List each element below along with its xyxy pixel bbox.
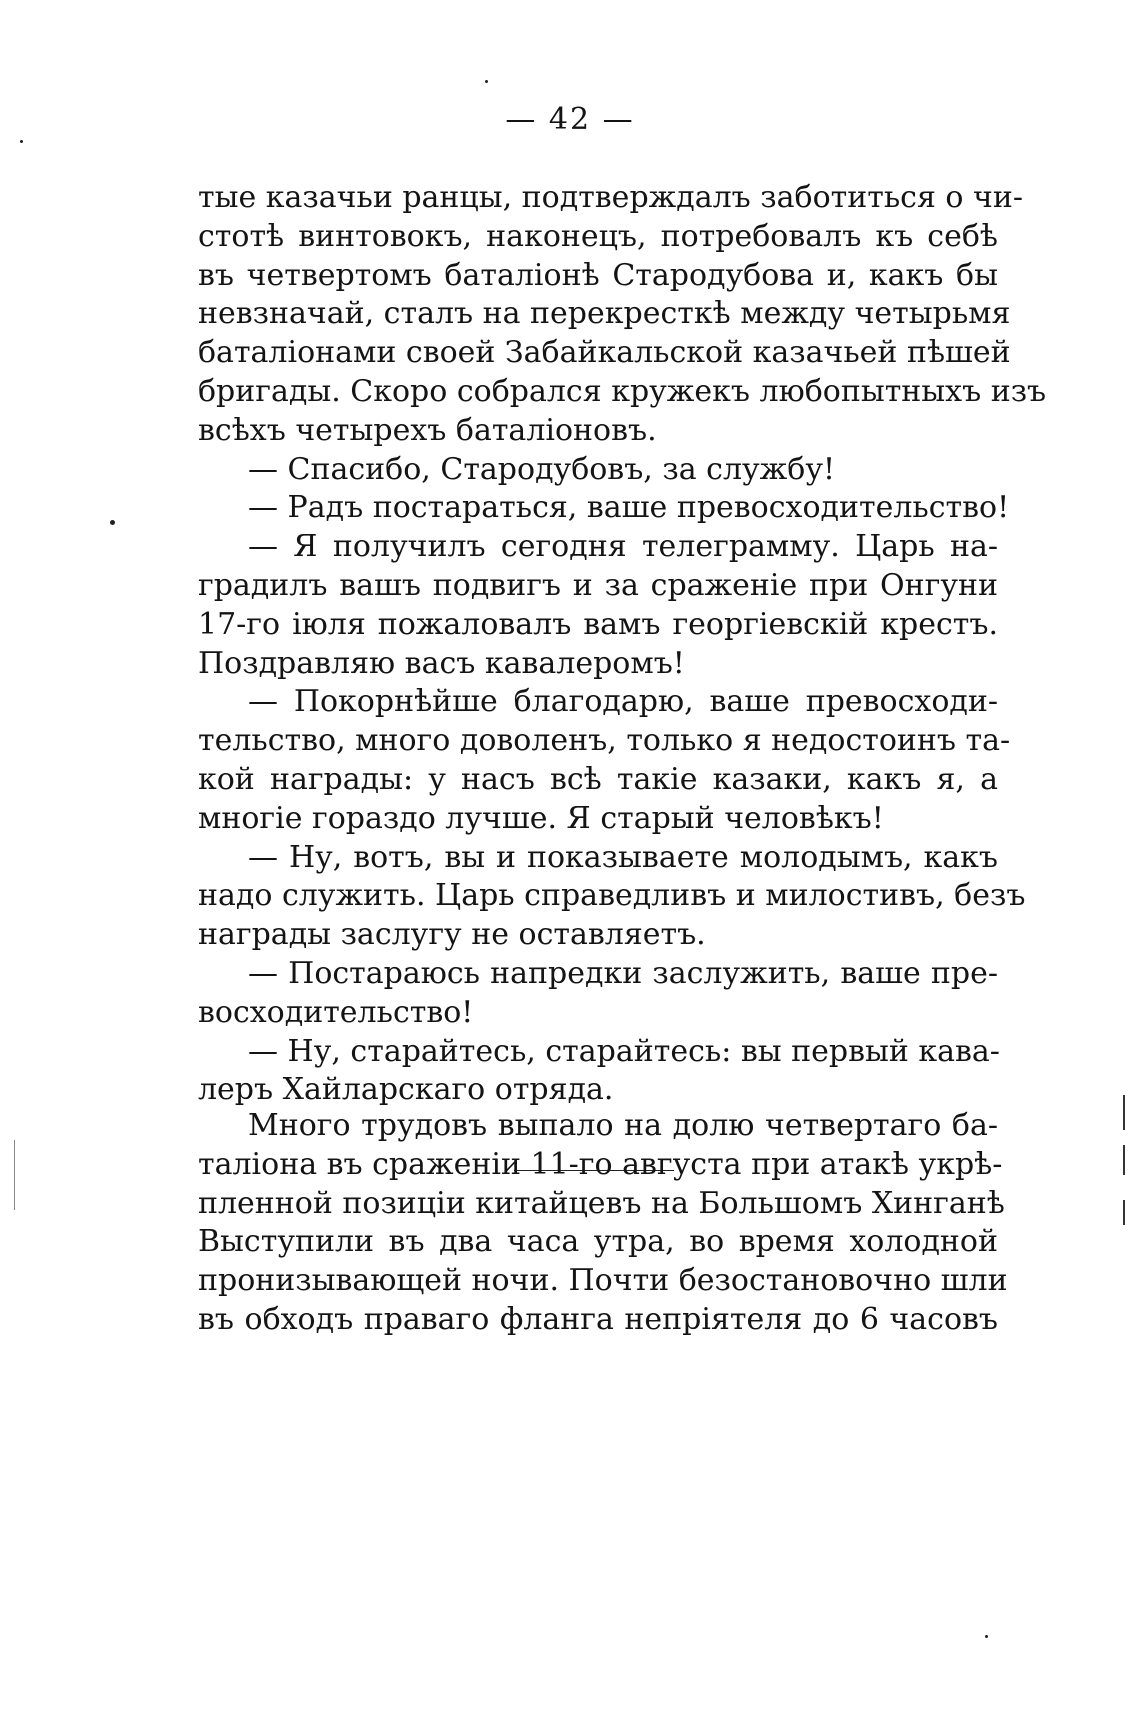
paragraph-dialogue	[198, 179, 1047, 1110]
scan-speck	[20, 140, 23, 143]
text-line: Выступили въ два часа утра, во время холодной	[198, 1224, 998, 1260]
paragraph-narrative	[198, 1107, 1008, 1340]
text-line: — Я получилъ сегодня телеграмму. Царь на-	[248, 529, 998, 565]
text-line: пронизывающей ночи. Почти безостановочно шли	[198, 1263, 1008, 1299]
text-line: — Покорнѣйше благодарю, ваше превосходи-	[248, 684, 998, 720]
text-line: многіе гораздо лучше. Я старый человѣкъ!	[198, 800, 884, 836]
margin-mark	[1123, 1145, 1125, 1175]
text-line: — Ну, вотъ, вы и показываете молодымъ, какъ	[248, 839, 998, 875]
text-line: баталіонами своей Забайкальской казачьей пѣшей	[198, 335, 1011, 371]
text-line: стотѣ винтовокъ, наконецъ, потребовалъ къ себѣ	[198, 218, 998, 254]
text-line: пленной позиціи китайцевъ на Большомъ Хинганѣ	[198, 1185, 1005, 1221]
scan-speck	[985, 1635, 988, 1638]
text-line: — Постараюсь напредки заслужить, ваше пре-	[248, 955, 998, 991]
text-line: тельство, много доволенъ, только я недостоинъ та-	[198, 723, 1011, 759]
text-line: награды заслугу не оставляетъ.	[198, 917, 706, 953]
text-line: Поздравляю васъ кавалеромъ!	[198, 645, 685, 681]
scan-speck	[110, 520, 115, 525]
text-line: градилъ вашъ подвигъ и за сраженіе при Онгуни	[198, 567, 998, 603]
margin-mark	[1123, 1095, 1125, 1130]
margin-mark	[14, 1140, 15, 1210]
text-line: леръ Хайларскаго отряда.	[198, 1072, 614, 1108]
margin-mark	[1123, 1200, 1125, 1225]
text-line: всѣхъ четырехъ баталіоновъ.	[198, 412, 657, 448]
text-line: невзначай, сталъ на перекресткѣ между четырьмя	[198, 296, 1011, 332]
text-line: — Радъ постараться, ваше превосходительство!	[248, 490, 1010, 526]
text-line: кой награды: у насъ всѣ такіе казаки, какъ я, а	[198, 761, 998, 797]
text-line: восходительство!	[198, 994, 474, 1030]
text-line: Много трудовъ выпало на долю четвертаго ба-	[248, 1108, 998, 1143]
text-line: таліона въ сраженіи 11-го августа при атакѣ укрѣ-	[198, 1146, 1003, 1182]
text-line: бригады. Скоро собрался кружекъ любопытныхъ изъ	[198, 373, 1047, 409]
text-line: въ четвертомъ баталіонѣ Стародубова и, какъ бы	[198, 257, 998, 293]
text-line: — Спасибо, Стародубовъ, за службу!	[248, 451, 836, 487]
page-number: — 42 —	[505, 102, 635, 137]
text-line: 17-го іюля пожаловалъ вамъ георгіевскій крестъ.	[198, 606, 998, 642]
text-line: въ обходъ праваго фланга непріятеля до 6 часовъ	[198, 1301, 998, 1337]
text-line: тые казачьи ранцы, подтверждалъ заботиться о чи-	[198, 180, 1023, 215]
text-line: надо служить. Царь справедливъ и милостивъ, безъ	[198, 878, 1026, 914]
text-line: — Ну, старайтесь, старайтесь: вы первый кава-	[248, 1033, 1000, 1069]
scan-speck	[485, 80, 488, 83]
